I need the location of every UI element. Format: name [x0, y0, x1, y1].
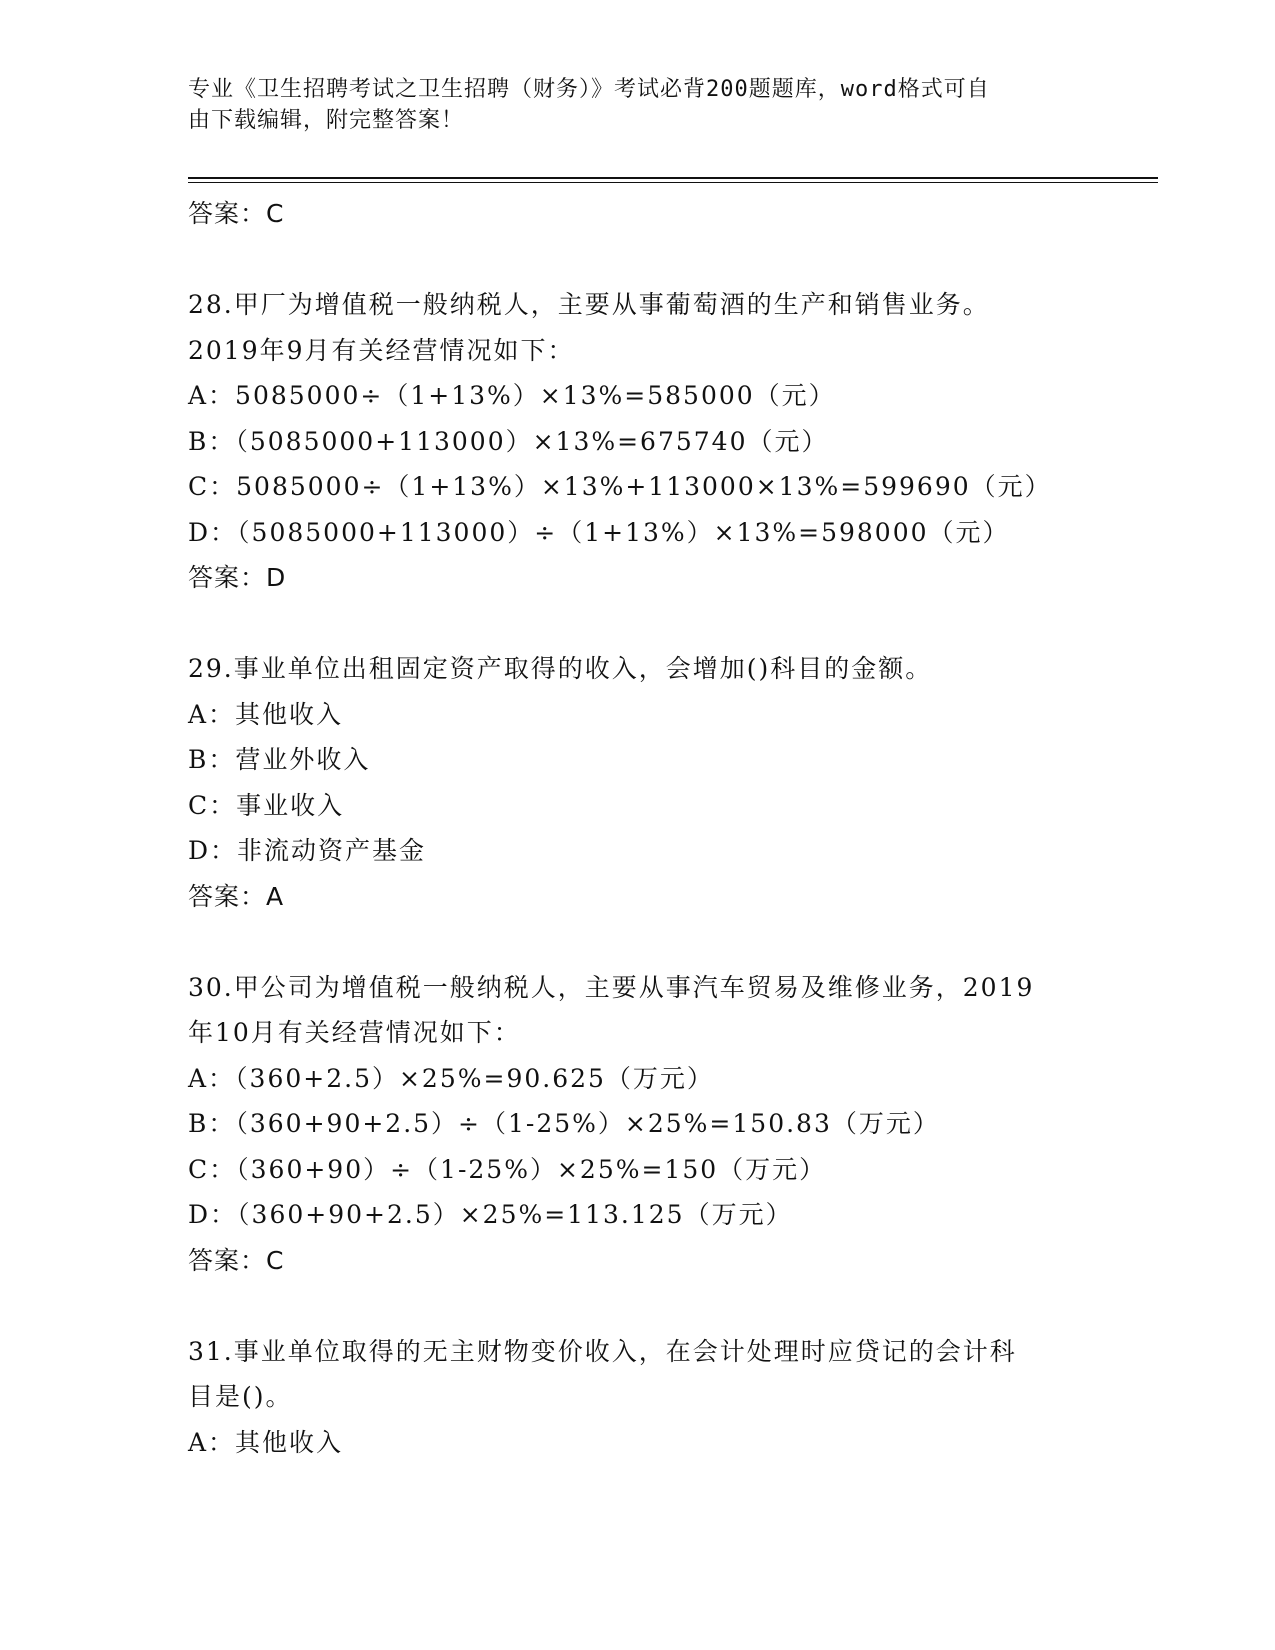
previous-answer: 答案：C	[188, 199, 285, 228]
option-a: A：（360+2.5）×25%=90.625（万元）	[188, 1063, 714, 1093]
question-30	[188, 965, 1088, 1284]
question-stem: 29.事业单位出租固定资产取得的收入，会增加()科目的金额。	[188, 654, 933, 683]
question-stem: 目是()。	[188, 1382, 293, 1411]
option-c: C：事业收入	[188, 790, 345, 820]
option-a: A：5085000÷（1+13%）×13%=585000（元）	[188, 381, 836, 410]
question-stem: 28.甲厂为增值税一般纳税人，主要从事葡萄酒的生产和销售业务。	[188, 290, 990, 319]
option-b: B：（5085000+113000）×13%=675740（元）	[188, 426, 829, 456]
answer: 答案：C	[188, 1245, 285, 1275]
spacer	[188, 237, 1088, 283]
spacer	[188, 919, 1088, 965]
option-b: B：（360+90+2.5）÷（1-25%）×25%=150.83（万元）	[188, 1109, 940, 1138]
spacer	[188, 601, 1088, 647]
option-d: D：（360+90+2.5）×25%=113.125（万元）	[188, 1200, 793, 1229]
question-28	[188, 282, 1088, 601]
option-d: D：（5085000+113000）÷（1+13%）×13%=598000（元）	[188, 517, 1010, 547]
option-a: A：其他收入	[188, 699, 344, 729]
spacer	[188, 1283, 1088, 1329]
header-divider-thick	[188, 177, 1158, 179]
question-31	[188, 1329, 1088, 1466]
option-c: C：（360+90）÷（1-25%）×25%=150（万元）	[188, 1154, 827, 1184]
question-stem: 30.甲公司为增值税一般纳税人，主要从事汽车贸易及维修业务，2019	[188, 972, 1035, 1002]
option-c: C：5085000÷（1+13%）×13%+113000×13%=599690（元）	[188, 472, 1052, 501]
answer: 答案：D	[188, 563, 287, 592]
question-29	[188, 646, 1088, 919]
option-b: B：营业外收入	[188, 745, 371, 774]
header-divider-thin	[188, 182, 1158, 183]
question-stem: 年10月有关经营情况如下：	[188, 1018, 521, 1047]
answer: 答案：A	[188, 881, 285, 911]
option-d: D：非流动资产基金	[188, 836, 427, 865]
question-stem: 31.事业单位取得的无主财物变价收入，在会计处理时应贷记的会计科	[188, 1336, 1017, 1366]
header-line-1: 专业《卫生招聘考试之卫生招聘（财务）》考试必背200题题库，word格式可自	[188, 77, 990, 102]
option-a: A：其他收入	[188, 1427, 344, 1457]
document-header	[188, 74, 1068, 136]
header-line-2: 由下载编辑，附完整答案！	[188, 108, 465, 133]
question-stem: 2019年9月有关经营情况如下：	[188, 335, 575, 365]
question-list	[188, 191, 1088, 1465]
